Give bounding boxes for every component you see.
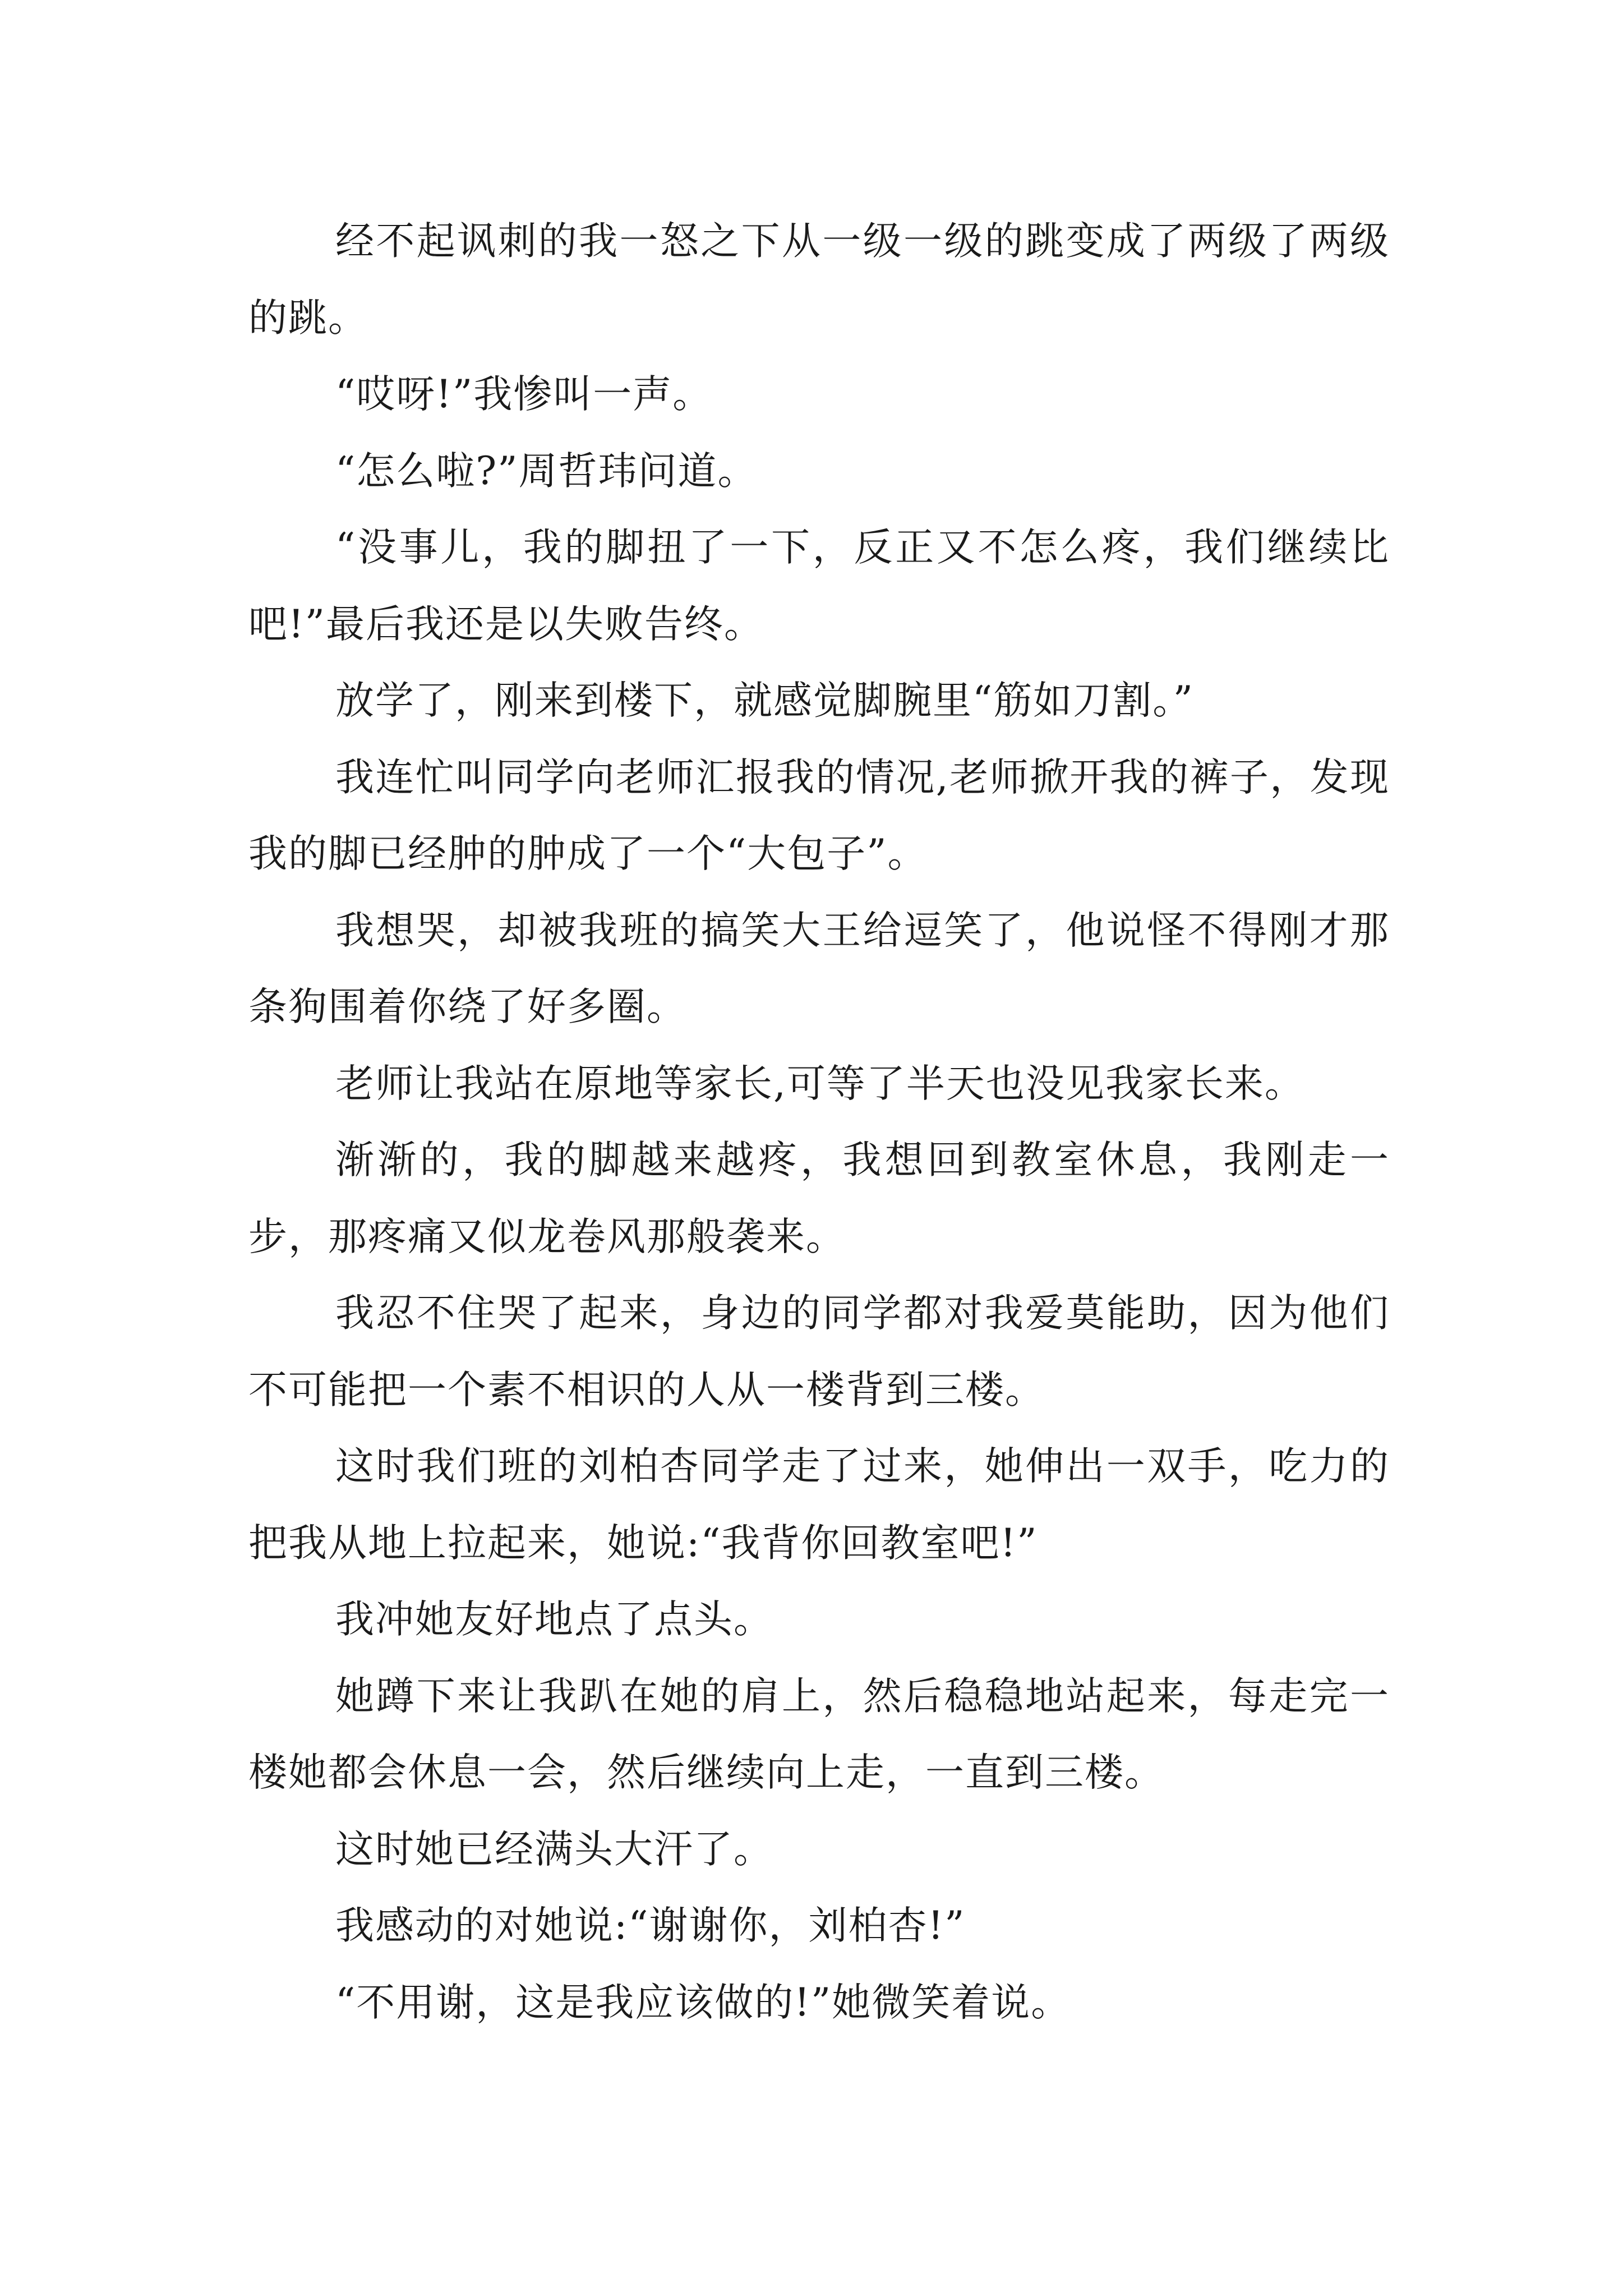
paragraph: “哎呀!”我惨叫一声。 [335,372,713,417]
paragraph: 她蹲下来让我趴在她的肩上，然后稳稳地站起来，每走完一楼她都会休息一会，然后继续向上走，一直到三楼。 [248,1673,1390,1795]
paragraph: “不用谢，这是我应该做的!”她微笑着说。 [335,1980,1071,2025]
document-body [248,203,1390,2041]
paragraph: 我连忙叫同学向老师汇报我的情况,老师掀开我的裤子，发现我的脚已经肿的肿成了一个“大包子”。 [248,754,1390,876]
paragraph: 这时我们班的刘柏杏同学走了过来，她伸出一双手，吃力的把我从地上拉起来，她说:“我背你回教室吧!” [248,1444,1390,1566]
paragraph: 这时她已经满头大汗了。 [335,1826,773,1872]
paragraph: “没事儿，我的脚扭了一下，反正又不怎么疼，我们继续比吧!”最后我还是以失败告终。 [248,525,1390,647]
paragraph: 我忍不住哭了起来，身边的同学都对我爱莫能助，因为他们不可能把一个素不相识的人从一楼背到三楼。 [248,1291,1390,1412]
paragraph: 我感动的对她说:“谢谢你，刘柏杏!” [335,1903,966,1948]
paragraph: 渐渐的，我的脚越来越疼，我想回到教室休息，我刚走一步，那疼痛又似龙卷风那般袭来。 [248,1138,1390,1259]
paragraph: “怎么啦?”周哲玮问道。 [335,448,758,494]
paragraph: 我冲她友好地点了点头。 [335,1597,773,1642]
paragraph: 老师让我站在原地等家长,可等了半天也没见我家长来。 [335,1061,1304,1106]
paragraph: 我想哭，却被我班的搞笑大王给逗笑了，他说怪不得刚才那条狗围着你绕了好多圈。 [248,908,1390,1029]
paragraph: 经不起讽刺的我一怒之下从一级一级的跳变成了两级了两级的跳。 [248,219,1390,341]
paragraph: 放学了，刚来到楼下，就感觉脚腕里“筋如刀割。” [335,678,1195,723]
